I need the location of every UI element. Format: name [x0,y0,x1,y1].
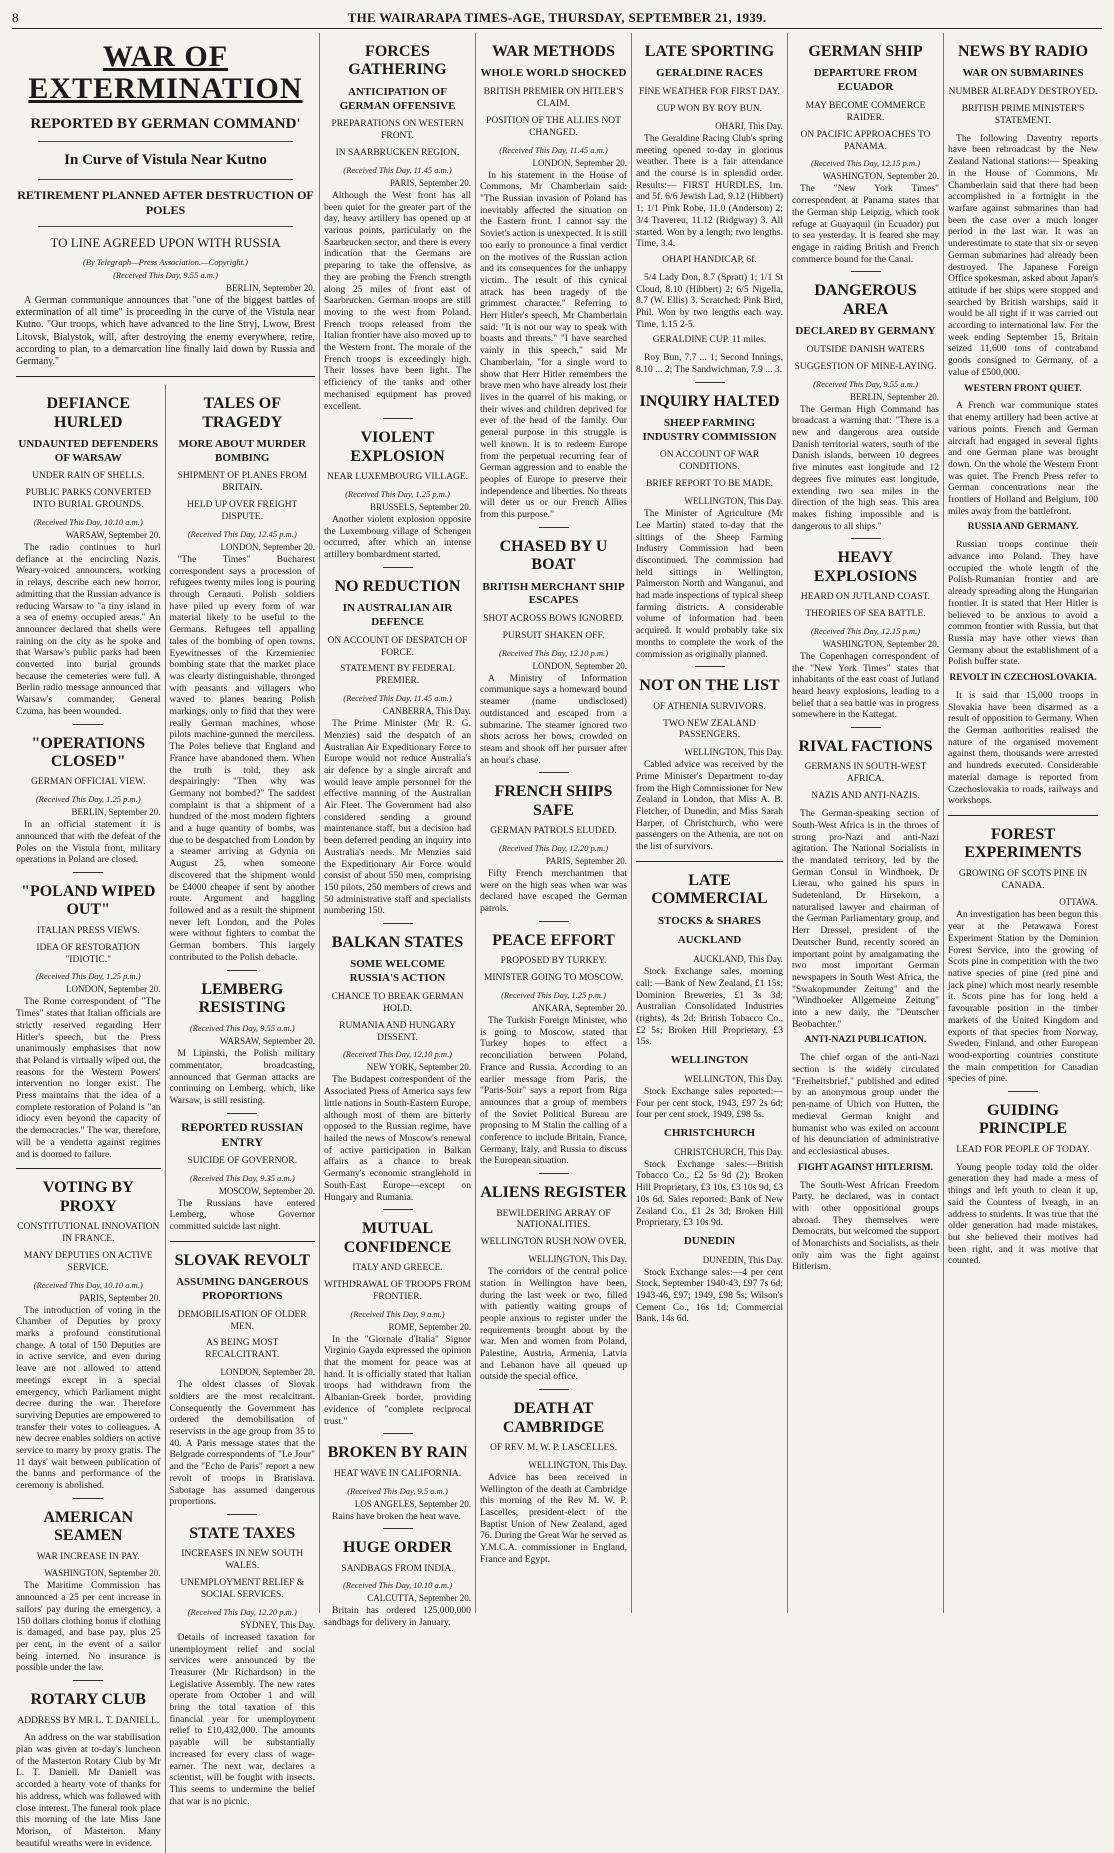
article-text: Details of increased taxation for unemployment relief and social services were announced by the Treasurer (Mr Richardson) in the Legislative Assembly. The new rates operate from October 1 and will bring the total taxation of this financial year for unemployment relief to £10,432,000. The amounts payable will be substantially increased for every class of wage-earner. The next war, declares a scientist, will be fought with insects. This seems to undermine the belief that war is no picnic. [169,1631,315,1807]
deck: DEMOBILISATION OF OLDER MEN. [177,1309,307,1332]
deck: OF REV. M. W. P. LASCELLES. [489,1442,618,1453]
headline-heavy-explosions: HEAVY EXPLOSIONS [813,549,918,585]
article-text: Stock Exchange sales reported:—Four per cent stock, 1943, £97 2s 6d; four per cent stock, 1949, £98 5s. [636,1085,783,1121]
article-text: Britain has ordered 125,000,000 sandbags for delivery in January. [324,1605,471,1629]
headline-inquiry-halted: INQUIRY HALTED [639,392,780,410]
received-line: (Received This Day, 1.25 p.m.) [501,990,606,1000]
dateline: SYDNEY, This Day. [240,1619,315,1630]
article-text: The following Daventry reports have been rebroadcast by the New Zealand National stations:— Speaking in the House of Commons, Mr Chamberlain said that there had been accomplished in a fortnight in the warfare against submarines than had been the case over a much longer period in the last war. It was an underestimate to state that six or seven German submarines had already been destroyed. The Japanese Foreign Office spokesman, asked about Japan's attitude if her ships were stopped and searched by British warships, said it would be all right if it was carried out according to international law. For the week ending September 15, Britain seized 11,600 tons of contraband goods consigned to Germany, of a value of £500,000. [948,132,1098,378]
main-dateline: BERLIN, September 20. [226,283,315,293]
received-line: (Received This Day, 11.45 a.m.) [343,693,452,704]
dateline: MOSCOW, September 20. [218,1185,315,1196]
deck: ITALIAN PRESS VIEWS. [36,925,140,936]
deck: WHOLE WORLD SHOCKED [480,67,627,80]
main-headline: WAR OF EXTERMINATION [28,40,303,105]
dateline: WARSAW, September 20. [65,530,161,541]
deck: SHOT ACROSS BOWS IGNORED. [483,614,624,625]
headline-lemberg-resisting: LEMBERG RESISTING [198,980,286,1016]
deck: BEWILDERING ARRAY OF NATIONALITIES. [496,1208,611,1231]
dateline: PARIS, September 20. [389,177,471,188]
headline-late-sporting: LATE SPORTING [644,43,775,60]
deck: NEAR LUXEMBOURG VILLAGE. [327,472,468,483]
deck: BRIEF REPORT TO BE MADE. [646,479,773,490]
deck: FINE WEATHER FOR FIRST DAY. [639,87,780,98]
headline-chased-by-u-boat: CHASED BY U BOAT [499,537,608,574]
main-article-text: A German communique announces that "one of the biggest battles of extermination of all time" is proceeding in the curve of the Vistula near Kutno. "Our troops, which have advanced to the line Stryj, Lwow, Brest Litovsk, Bialystok, will, after destroying the enemy everywhere, retire, according to plan, to a demarcation line finally laid down by Russia and Germany." [16,295,315,367]
deck: CHANCE TO BREAK GERMAN HOLD. [331,991,464,1014]
article-text: The Maritime Commission has announced a 25 per cent increase in sailors' pay during the emergency, a 150 dollars clothing bonus if clothing is damaged, and base pay, plus 25 per cent, in the event of a sailor being interned. No insurance is possible under the law. [16,1580,161,1674]
article-text: Although the West front has all been quiet for the greater part of the day, heavy artillery has opened up at various points, particularly on the Saarbrucken sector, and there is every indication that the Germans are preparing to take the offensive, as they are probing the French strength along 25 miles of front east of Saarbrucken. German troops are still moving to the west from Poland. French troops released from the Italian frontier have also moved up to the Western front. The morale of the French troops is exceedingly high. Their losses have been light. The efficiency of the tanks and other mechanised equipment has proved excellent. [324,189,471,412]
headline-russian-entry: REPORTED RUSSIAN ENTRY [181,1119,304,1149]
subheading-wellington: WELLINGTON [670,1054,749,1067]
headline-slovak-revolt: SLOVAK REVOLT [174,1251,310,1269]
main-received: (Received This Day, 9.55 a.m.) [113,270,218,280]
deck: CUP WON BY ROY BUN. [656,104,763,115]
dateline: LONDON, September 20. [220,541,315,552]
article-text: Fifty French merchantmen that were on the high seas when war was declared have escaped the German patrols. [480,868,627,915]
dateline: CHRISTCHURCH, This Day. [674,1146,783,1157]
deck: UNDAUNTED DEFENDERS OF WARSAW [18,437,159,464]
headline-broken-by-rain: BROKEN BY RAIN [327,1444,468,1462]
article-text: Roy Bun, 7.7 ... 1; Second Innings, 8.10 ... 2; The Sandwichman, 7.9 ... 3. [636,352,783,375]
deck: AS BEING MOST RECALCITRANT. [205,1338,280,1361]
article-text: The introduction of voting in the Chamber of Deputies by proxy marks a profound constitutional change. A total of 150 Deputies are in active service, and even during leave are not allowed to attend meetings except in a special emergency, which Parliament might decree during the war. Therefore surviving Deputies are empowered to transfer their votes to colleagues. A new decree enables soldiers on active service to marry by proxy gratis. The 11 days' wait between publication of the banns and performance of the ceremony is abolished. [16,1304,161,1492]
dateline: NEW YORK, September 20. [366,1062,471,1073]
received-line: (Received This Day, 10.10 a.m.) [33,517,143,528]
deck: HEAT WAVE IN CALIFORNIA. [333,1468,462,1479]
headline-american-seamen: AMERICAN SEAMEN [43,1508,134,1545]
received-line: (Received This Day, 9.55 a.m.) [189,1023,295,1034]
received-line: (Received This Day, 12.15 p.m.) [810,158,921,169]
deck: WAR ON SUBMARINES [962,67,1084,80]
deck: BRITISH PRIME MINISTER'S STATEMENT. [961,104,1085,126]
article-text: The radio continues to hurl defiance at the encircling Nazis. Weary-voiced announcers, working in relays, describe each new horror, admitting that the Russian advance is reducing Warsaw to "a tiny island in a sea of enemy occupied areas." An announcer declared that shells were raining on the city as he spoke and that Warsaw's public parks had been converted into burial grounds because the cemeteries were full. A Berlin radio message announced that Warsaw's commander, General Czuma, has been wounded. [16,542,161,717]
received-line: (Received This Day, 1.25 p.m.) [35,971,141,982]
dateline: ROME, September 20. [388,1321,471,1332]
received-line: (Received This Day, 12.20 p.m.) [498,843,609,854]
article-text: The oldest classes of Slovak soldiers are the most recalcitrant. Consequently the Government has ordered the demobilisation of reservists in the age group from 35 to 40. A Paris message states that the Belgrade correspondents of "Le Jour" and the "Echo de Paris" report a new revolt of troops in Bratislava. Sabotage has assumed dangerous proportions. [169,1379,315,1508]
received-line: (Received This Day, 10.10 a.m.) [342,1580,453,1591]
deck: HELD UP OVER FREIGHT DISPUTE. [187,500,298,523]
deck: SHEEP FARMING INDUSTRY COMMISSION [642,416,777,443]
received-line: (Received This Day, 11.45 a.m.) [343,164,452,175]
deck: GROWING OF SCOTS PINE IN CANADA. [958,868,1088,891]
deck: RUMANIA AND HUNGARY DISSENT. [339,1020,456,1043]
deck: INCREASES IN NEW SOUTH WALES. [181,1549,304,1572]
dateline: BERLIN, September 20. [71,807,161,818]
deck: WITHDRAWAL OF TROOPS FROM FRONTIER. [324,1279,471,1302]
column-6 [788,33,944,1613]
column-3 [320,33,476,1629]
subheading: ANTI-NAZI PUBLICATION. [804,1035,927,1046]
deck: NUMBER ALREADY DESTROYED. [948,87,1098,98]
received-line: (Received This Day, 10.10 a.m.) [33,1279,143,1290]
article-text: In his statement in the House of Commons, Mr Chamberlain said: "The Russian invasion of Poland has inevitably affected the situation on the Eastern front. I cannot say the Soviet's action is unexpected. It is still too early to pronounce a final verdict on the motives of the Russian action and its consequences for the unhappy victim. The result of this cynical attack has been tragedy of the grimmest character." Referring to Herr Hitler's speech, Mr Chamberlain said: "It is not our way to speak with boasts and threats." "I have searched vainly in this speech," said Mr Chamberlain, "for a single word to show that Herr Hitler remembers the brave men who have already lost their lives in the quarrel of his making, or their wives and children deprived for ever of the head of the family. Our general purpose in this struggle is well known. It is to redeem Europe from the perpetual recurring fear of German aggression and to enable the peoples of Europe to preserve their independence and liberties. No threats will deter us or our French Allies from this purpose." [480,169,627,521]
dateline: WELLINGTON, This Day. [684,747,783,758]
main-deck-3: RETIREMENT PLANNED AFTER DESTRUCTION OF POLES [17,188,314,217]
subheading: REVOLT IN CZECHOSLOVAKIA. [949,673,1097,684]
dateline: PARIS, September 20. [79,1292,161,1303]
article-text: The Russians have entered Lemberg, whose Governor committed suicide last night. [169,1197,315,1233]
article-text: 5/4 Lady Don, 8.7 (Spratt) 1; 1/1 St Cloud, 8.10 (Hibbert) 2; 6/5 Nigella, 8.7 (W. Ellis) 3. Scratched: Pink Bird, Phil. Won by two lengths each way. Time, 1.15 2-5. [636,271,783,330]
deck: MANY DEPUTIES ON ACTIVE SERVICE. [23,1250,153,1273]
column-1 [12,33,320,1849]
received-line: (Received This Day, 12.10 p.m.) [498,647,609,658]
dateline: WELLINGTON, This Day. [528,1254,627,1265]
deck: SHIPMENT OF PLANES FROM BRITAIN. [177,471,307,494]
received-line: (Received This Day, 12.10 p.m.) [342,1049,453,1060]
article-text: "The Times" Bucharest correspondent says a procession of refugees twenty miles long is pouring through Cernauti. Polish soldiers have piled up every form of war material likely to be useful to the Germans. Refugees tell appalling tales of the bombing of open towns. Eyewitnesses of the Krzemieniec bombing state that the market place was clearly distinguishable, thronged with peasants and villagers who waved to planes bearing Polish markings, only to find that they were really German machines, whose pilots machine-gunned the merciless. The Poles believe that England and France have abandoned them. When the truth is told, they ask despairingly: "Then why was Germany not bombed?" The saddest complaint is that a shipment of a hundred of the most modern fighters and a huge quantity of bombs, was due to be despatched from London by a steamer arriving at Gdynia on August 25, when someone discovered that the shipment would be £4000 cheaper if sent by another route. Argument and haggling followed and as a result the shipment never left London, and the Poles were without fighters to combat the German bombers. This largely contributed to the Polish debacle. [169,553,315,963]
deck: GERMANS IN SOUTH-WEST AFRICA. [804,762,927,785]
headline-late-commercial: LATE COMMERCIAL [651,871,768,908]
article-text: The chief organ of the anti-Nazi section is the widely circulated "Freiheitsbrief," published and edited by an anonymous group under the pen-name of Ulrich von Hutten, the medieval German knight and humanist who was exiled on account of his denunciation of administrative and ecclesiastical abuses. [792,1052,939,1157]
received-line: (Received This Day, 12.20 p.m.) [187,1606,297,1617]
headline-rival-factions: RIVAL FACTIONS [798,738,933,756]
headline-defiance: DEFIANCE HURLED [46,395,131,431]
dateline: WASHINGTON, September 20. [822,638,939,649]
dateline: LOS ANGELES, September 20. [354,1498,471,1509]
deck: PURSUIT SHAKEN OFF. [502,630,605,641]
headline-guiding-principle: GUIDING PRINCIPLE [978,1102,1067,1138]
subheading-christchurch: CHRISTCHURCH [663,1126,756,1139]
deck: GERALDINE RACES [656,67,763,80]
headline-forces-gathering: FORCES GATHERING [348,43,447,79]
headline-balkan-states: BALKAN STATES [331,934,464,952]
deck: PREPARATIONS ON WESTERN FRONT. [331,119,464,142]
deck: NAZIS AND ANTI-NAZIS. [811,791,920,802]
article-text: Stock Exchange sales:—4 per cent Stock, September 1940-43, £97 7s 6d; 1943-46, £97; 1949, £98 5s; Wilson's Cement Co., 16s 1d; Commercial Bank, 14s 6d. [636,1266,783,1325]
deck: GERMAN PATROLS ELUDED. [490,826,617,837]
article-text: In an official statement it is announced that with the defeat of the Poles on the Vistula front, military operations in Poland are closed. [16,819,161,866]
deck: OUTSIDE DANISH WATERS [806,344,925,355]
main-deck-1: REPORTED BY GERMAN COMMAND' [30,116,301,132]
article-text: The Turkish Foreign Minister, who is going to Moscow, stated that Turkey hopes to effect a reconciliation between Poland, France and Russia. According to an earlier message from Paris, the "Paris-Soir" says a report from Riga announces that a group of members of the Soviet Political Bureau are proposing to M Stalin the calling of a conference to include Britain, France, Germany, Italy, and Russia to discuss the European situation. [480,1015,627,1167]
received-line: (Received This Day, 11.45 a.m.) [499,144,608,155]
subheading: GERALDINE CUP. 11 miles. [652,335,767,346]
deck: ADDRESS BY MR L. T. DANIELL. [17,1715,160,1726]
article-text: M Lipinski, the Polish military commentator, broadcasting, announced that German attacks are continuing on Lemberg, which, like Warsaw, is still resisting. [169,1048,315,1107]
article-text: The Budapest correspondent of the Associated Press of America says few little nations in South-Eastern Europe, although most of them are bitterly opposed to the Russian regime, have hailed the news of Moscow's renewal of active participation in Balkan affairs as a chance to break Germany's economic stranglehold in South-East Europe—except on Hungary and Rumania. [324,1074,471,1203]
deck: ON PACIFIC APPROACHES TO PANAMA. [800,129,931,152]
headline-voting-by-proxy: VOTING BY PROXY [42,1179,134,1215]
article-text: Advice has been received in Wellington of the death at Cambridge this morning of the Rev M. W. P. Lascelles, president-elect of the Baptist Union of New Zealand, aged 76. During the Great War he served as Y.M.C.A. commissioner in England, France and Egypt. [480,1471,627,1565]
received-line: (Received This Day, 9 a.m.) [350,1308,445,1319]
headline-tales-of-tragedy: TALES OF TRAGEDY [202,395,283,431]
received-line: (Received This Day, 12.15 p.m.) [810,625,921,636]
dateline: LONDON, September 20. [220,1367,315,1378]
headline-forest-experiments: FOREST EXPERIMENTS [964,825,1082,862]
article-text: The Geraldine Racing Club's spring meeting opened to-day in glorious weather. There is a fair attendance and the course is in splendid order. Results:— FIRST HURDLES, 1m. and 5f. 6/6 Jewish Lad, 9.12 (Hibbert) 1; 1/1 Pink Robe, 11.0 (Anderson) 2; 3/4 Travereu, 11.12 (Ridgway) 3. All started. Won by a length; two lengths. Time, 3.4. [636,132,783,250]
subheading: RUSSIA AND GERMANY. [967,522,1079,533]
deck: DECLARED BY GERMANY [795,325,936,338]
deck: POSITION OF THE ALLIES NOT CHANGED. [486,115,621,138]
article-text: A French war communique states that enemy artillery had been active at various points. French and German aircraft had engaged in several fights and one German plane was brought down. On the whole the Western Front was quiet. The French Press refer to German concentrations near the frontiers of Holland and Belgium, 100 miles away from the battlefront. [948,400,1098,517]
dateline: BERLIN, September 20. [850,391,939,402]
article-text: Cabled advice was received by the Prime Minister's Department to-day from the High Commissioner for New Zealand in London, that Miss A. B. Fletcher, of Dunedin, and Miss Sarah Harper, of Christchurch, who were passengers on the Athenia, are not on the list of survivors. [636,759,783,853]
article-text: In the "Giornale d'Italia" Signor Virginio Gayda expressed the opinion that the moment for peace was at hand. It is officially stated that Italian troops had withdrawn from the Albanian-Greek border, providing evidence of "complete reciprocal trust." [324,1333,471,1427]
article-text: The Copenhagen correspondent of the "New York Times" states that inhabitants of the east coast of Jutland heard heavy explosions, leading to a belief that a sea battle was in progress somewhere in the Kattegat. [792,650,939,721]
article-text: Another violent explosion opposite the Luxembourg village of Schengen occurred, after which an intense artillery bombardment started. [324,513,471,561]
dateline: LONDON, September 20. [66,984,161,995]
dateline: OHARI, This Day. [715,120,783,131]
dateline: WARSAW, September 20. [220,1036,315,1047]
deck: SOME WELCOME RUSSIA'S ACTION [349,958,446,985]
column-4 [476,33,632,1613]
dateline: AUCKLAND, This Day. [693,954,783,965]
dateline: WELLINGTON, This Day. [684,1073,783,1084]
main-credit: (By Telegraph—Press Association.—Copyright.) [83,257,248,267]
article-text: The Minister of Agriculture (Mr Lee Martin) stated to-day that the sittings of the Sheep Farming Industry Commission had been discontinued. The commission had held sittings in Wellington, Palmerston North and Wanganui, and had made inspections of typical sheep farming districts. A considerable volume of information had been acquired. It would probably take six months to complete the work of the commission as originally planned. [636,508,783,660]
deck: TWO NEW ZEALAND PASSENGERS. [663,718,756,741]
article-text: Stock Exchange sales:—British Tobacco Co., £2 5s 9d (2); Broken Hill Proprietary, £3 10s, £3 10s 9d, £3 10s 6d. Sales reported: Bank of New Zealand Co., £1 2s 3d; Broken Hill Proprietary, £3 10s 9d. [636,1158,783,1229]
masthead [12,8,1102,29]
received-line: (Received This Day, 12.45 p.m.) [187,528,297,539]
article-text: The Rome correspondent of "The Times" states that Italian officials are strictly reserved regarding Herr Hitler's speech, but the Press unanimously emphasises that now that Poland is virtually wiped out, the reasons for the Western Powers' intervention no longer exist. The Press maintains that the idea of a complete restoration of Poland is "an idiocy even beyond the capacity of the democracies." The war, therefore, will be a vendetta against regimes and is doomed to failure. [16,996,161,1160]
dateline: WASHINGTON, September 20. [44,1568,161,1579]
deck: ON ACCOUNT OF DESPATCH OF FORCE. [327,635,468,658]
main-deck-2: In Curve of Vistula Near Kutno [64,152,267,168]
main-deck-4: TO LINE AGREED UPON WITH RUSSIA [50,235,281,250]
deck: MAY BECOME COMMERCE RAIDER. [805,100,926,123]
deck: SUICIDE OF GOVERNOR. [187,1155,298,1166]
article-text: Young people today told the older generation they had made a mess of things and left youth to clean it up, said the Countess of Iveagh, in an address to students. It was true that the older generation had made mistakes, but she believed their motives had been right, and it was motive that counted. [948,1161,1098,1267]
article-text: The German-speaking section of South-West Africa is in the throes of strong pro-Nazi and anti-Nazi agitation. The National Socialists in the mandated territory, led by the German Consul in Windhoek, Dr Lierau, who gained his spurs in Sudetenland, Dr Hirsekorn, a naturalised lawyer and chairman of the German Parliamentary group, and Herr Dressel, president of the Deutscher Bund, recently scored an important point by amalgamating the two most important German newspapers in South West Africa, the "Swakopmunder Zeitung" and the "Windhoeker Allgemeine Zeitung" into a new daily, the "Deutscher Beobachter." [792,808,939,1030]
headline-huge-order: HUGE ORDER [343,1539,452,1557]
article-text: The Prime Minister (Mr R. G. Menzies) said the despatch of an Australian Air Expeditionary Force to Europe would not reduce Australia's air defence by a single aircraft and would leave ample personnel for the effective manning of the Australian Air Fleet. The Government had also considered sending a ground maintenance staff, but a decision had been deferred pending an inquiry into Australia's needs. Mr Menzies said the Expeditionary Air Force would consist of about 550 men, comprising 150 pilots, 250 members of crews and 50 administrative staff and specialists numbering 150. [324,718,471,917]
deck: BRITISH MERCHANT SHIP ESCAPES [482,580,625,607]
column-1b [166,385,315,1853]
deck: CONSTITUTIONAL INNOVATION IN FRANCE. [17,1222,160,1244]
deck: ANTICIPATION OF GERMAN OFFENSIVE [339,85,456,112]
headline-french-ships-safe: FRENCH SHIPS SAFE [494,783,613,819]
deck: ITALY AND GREECE. [352,1262,443,1273]
deck: MORE ABOUT MURDER BOMBING [178,437,307,464]
masthead-title: THE WAIRARAPA TIMES-AGE, THURSDAY, SEPTEMBER 21, 1939. [347,10,767,25]
headline-death-at-cambridge: DEATH AT CAMBRIDGE [502,1400,605,1436]
deck: PROPOSED BY TURKEY. [500,956,607,967]
article-text: Russian troops continue their advance into Poland. They have occupied the whole length of the Polish-Rumanian frontier and are already spreading along the Hungarian frontier. It is stated that Herr Hitler is believed to be anxious to avoid a common frontier with Russia, but that Russia may have other views than Germany about the establishment of a Polish buffer state. [948,539,1098,668]
received-line: (Received This Day, 1.25 p.m.) [35,794,141,805]
subheading: WESTERN FRONT QUIET. [964,383,1082,394]
dateline: CANBERRA, This Day. [382,706,471,717]
deck: MINISTER GOING TO MOSCOW. [483,973,624,984]
deck: UNDER RAIN OF SHELLS. [32,471,145,482]
deck: IN AUSTRALIAN AIR DEFENCE [342,602,453,628]
headline-mutual-confidence: MUTUAL CONFIDENCE [343,1220,452,1256]
headline-rotary-club: ROTARY CLUB [30,1691,146,1709]
deck: WAR INCREASE IN PAY. [36,1551,140,1562]
headline-german-ship: GERMAN SHIP [808,43,923,60]
column-5 [632,33,788,1613]
headline-aliens-register: ALIENS REGISTER [480,1184,627,1202]
deck: ASSUMING DANGEROUS PROPORTIONS [176,1276,309,1302]
article-text: Stock Exchange sales, morning call: —Bank of New Zealand, £1 15s; Dominion Breweries, £1 3s 3d; Australian Consolidated Industries (rights), 4s 2d; British Tobacco Co., £2 5s; Broken Hill Proprietary, £3 15s. [636,966,783,1048]
article-text: An address on the war stabilisation plan was given at to-day's luncheon of the Masterton Rotary Club by Mr L. T. Daniell. Mr Daniell was accorded a hearty vote of thanks for his address, which was followed with close interest. The funeral took place this morning of the late Miss Jane Morison, of Masterton. Many beautiful wreaths were in evidence. [16,1732,161,1849]
page-number: 8 [12,10,19,25]
article-text: The corridors of the central police station in Wellington have been, during the last week or two, filled with patiently waiting groups of people anxious to register under the requirements brought about by the war. Men and women from Poland, Palestine, Austria, Armenia, Latvia and Lebanon have all queued up outside the special office. [480,1266,627,1383]
received-line: (Received This Day, 9.55 a.m.) [813,378,918,389]
dateline: LONDON, September 20. [532,660,627,671]
dateline: WELLINGTON, This Day. [528,1459,627,1470]
subheading-dunedin: DUNEDIN [683,1234,736,1247]
headline-poland-wiped-out: "POLAND WIPED OUT" [21,883,156,919]
column-7 [944,33,1102,1613]
headline-not-on-the-list: NOT ON THE LIST [639,677,780,695]
dateline: DUNEDIN, This Day. [702,1254,783,1265]
article-text: An investigation has been begun this year at the Petawawa Forest Experiment Station by the Dominion Forest Service, into the growing of Scots pine in competition with the two native species of pine (red pine and jack pine) which most nearly resemble it. Scots pine has for long held a favourable position in the timber markets of the United Kingdom and exports of that species from Norway, Sweden, Finland, and other European wood-exporting countries constitute the main competition for Canadian species of pine. [948,909,1098,1085]
article-text: The South-West African Freedom Party, he declared, was in contact with other oppositional groups abroad. They themselves were Democrats, but welcomed the support of Monarchists and Socialists, as their only aim was the fight against Hitlerism. [792,1179,939,1273]
headline-dangerous-area: DANGEROUS AREA [814,282,917,318]
dateline: PARIS, September 20. [545,856,627,867]
deck: IDEA OF RESTORATION "IDIOTIC." [36,942,141,965]
dateline: CALCUTTA, September 20. [367,1593,471,1604]
received-line: (Received This Day, 9.35 a.m.) [189,1172,295,1183]
headline-violent-explosion: VIOLENT EXPLOSION [350,429,445,465]
dateline: OTTAWA. [1059,897,1098,908]
subheading: FIGHT AGAINST HITLERISM. [797,1162,934,1173]
deck: GERMAN OFFICIAL VIEW. [31,777,146,788]
article-text: Rains have broken the heat wave. [332,1510,461,1522]
deck: WELLINGTON RUSH NOW OVER. [480,1237,627,1248]
article-text: The "New York Times" correspondent at Panama states that the German ship Leipzig, which took refuge at Guayaquil (in Ecuador) put to sea yesterday. It is feared she may engage in raiding British and French commerce bound for the Canal. [792,183,939,265]
dateline: ANKARA, September 20. [532,1003,627,1013]
deck: SANDBAGS FROM INDIA. [341,1563,454,1574]
dateline: WASHINGTON, September 20. [822,171,939,182]
deck: IN SAARBRUCKEN REGION. [335,148,460,159]
dateline: LONDON, September 20. [532,157,627,168]
article-text: A Ministry of Information communique says a homeward bound steamer (name undisclosed) outdistanced and escaped from a submarine. The steamer ignored two shots across her bows, crowded on steam and shook off her pursuer after an hour's chase. [480,672,627,766]
headline-news-by-radio: NEWS BY RADIO [957,43,1089,60]
subheading: OHAPI HANDICAP, 6f. [662,254,757,265]
headline-no-reduction: NO REDUCTION [334,577,461,595]
received-line: (Received This Day, 9.5 a.m.) [347,1485,448,1496]
deck: LEAD FOR PEOPLE OF TODAY. [956,1144,1090,1155]
deck: THEORIES OF SEA BATTLE. [805,608,926,619]
deck: BRITISH PREMIER ON HITLER'S CLAIM. [483,87,624,110]
deck: SUGGESTION OF MINE-LAYING. [794,361,937,372]
column-1a [16,385,166,1853]
headline-state-taxes: STATE TAXES [189,1524,296,1542]
subheading-auckland: AUCKLAND [677,934,742,947]
deck: HEARD ON JUTLAND COAST. [800,592,931,603]
headline-war-methods: WAR METHODS [491,43,616,60]
dateline: WELLINGTON, This Day. [684,496,783,507]
deck: STOCKS & SHARES [657,914,762,927]
dateline: BRUSSELS, September 20. [369,501,471,512]
deck: STATEMENT BY FEDERAL PREMIER. [340,664,455,687]
headline-operations-closed: "OPERATIONS CLOSED" [31,734,145,770]
deck: DEPARTURE FROM ECUADOR [813,67,918,94]
deck: UNEMPLOYMENT RELIEF & SOCIAL SERVICES. [180,1578,305,1600]
received-line: (Received This Day, 1.25 p.m.) [345,488,450,499]
headline-peace-effort: PEACE EFFORT [492,931,615,949]
article-text: The German High Command has broadcast a warning that: "There is a new and dangerous area outside Danish territorial waters, south of the Danish islands, between 10 degrees five minutes east longitude and 12 degrees five minutes east longitude, extending two sea miles in the direction of the high seas. This area makes fishing impossible and is dangerous to all ships." [792,403,939,532]
deck: PUBLIC PARKS CONVERTED INTO BURIAL GROUNDS. [25,488,151,511]
deck: OF ATHENIA SURVIVORS. [653,701,766,712]
deck: ON ACCOUNT OF WAR CONDITIONS. [659,450,760,473]
article-text: It is said that 15,000 troops in Slovakia have been disarmed as a result of opposition to Germany. When the German authorities realised the nature of the organised movement against them, thousands were arrested and hundreds executed. Considerable material damage is reported from Czechoslovakia to roads, railways and workshops. [948,689,1098,807]
